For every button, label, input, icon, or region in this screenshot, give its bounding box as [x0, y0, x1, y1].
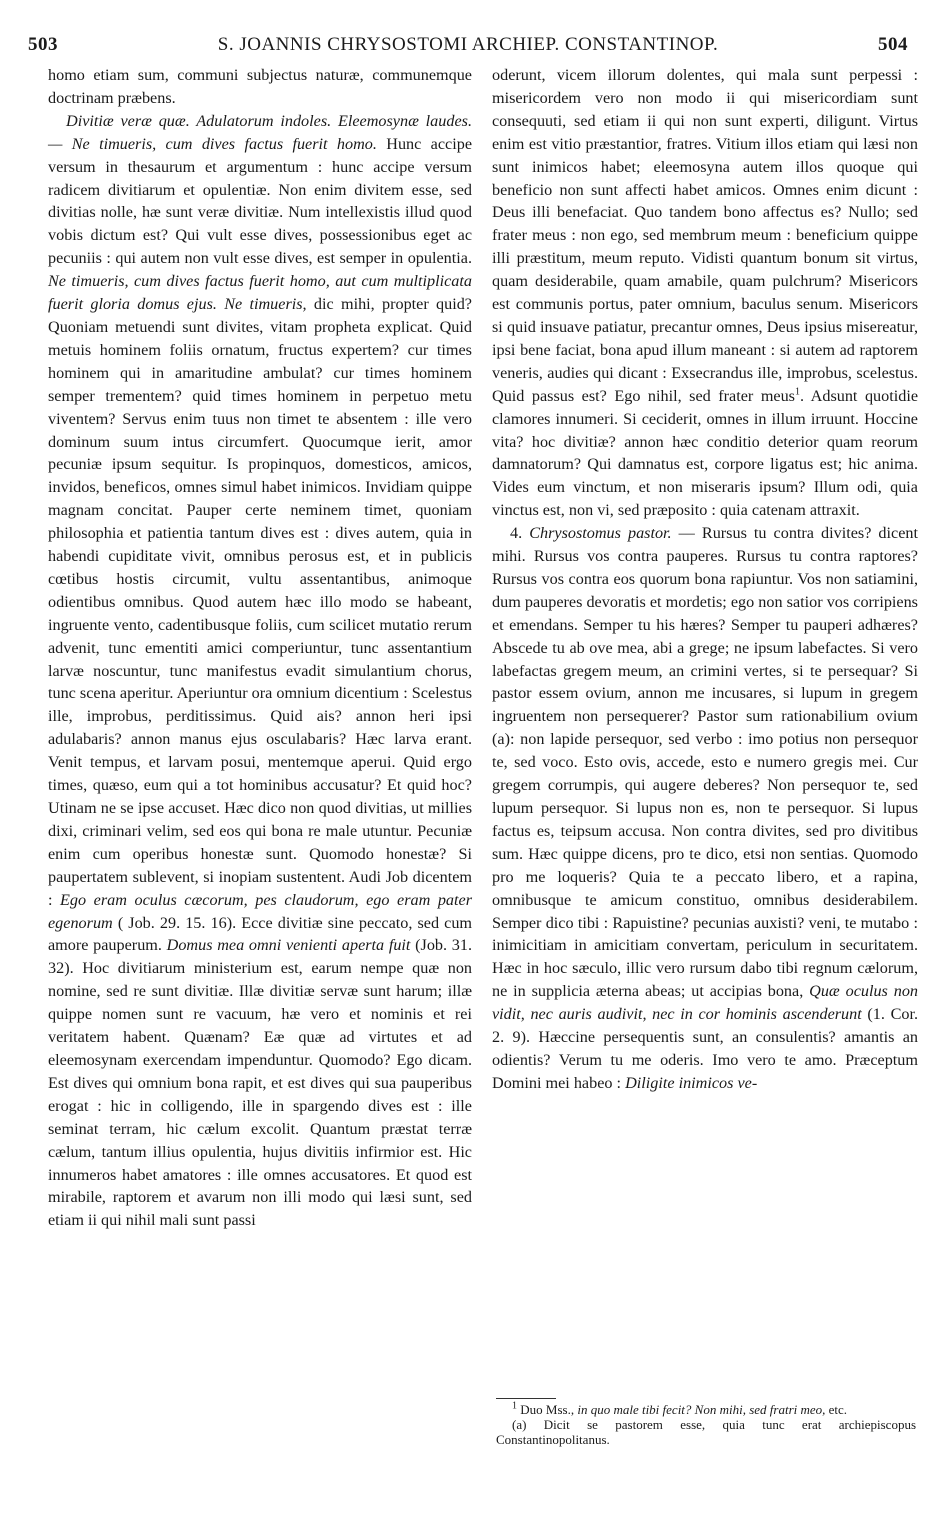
scripture-reference: (1. Cor. 2. 9). [492, 1005, 919, 1047]
section-heading: Divitiæ veræ quæ. Adulatorum indoles. Eleemosynæ laudes. — Ne timueris, cum dives factus fuerit homo. [48, 111, 472, 153]
running-title: S. JOANNIS CHRYSOSTOMI ARCHIEP. CONSTANTINOP. [217, 34, 719, 55]
section-heading: Chrysostomus pastor. [529, 524, 672, 543]
footnote-reference: (a) [492, 730, 510, 749]
section-number: 4. [510, 524, 523, 543]
footnote: (a) Dicit se pastorem esse, quia tunc erat archiepiscopus Constantinopolitanus. [496, 1417, 916, 1447]
running-header [28, 34, 908, 58]
paragraph: 4. Chrysostomus pastor. — Rursus tu contra divites? dicent mihi. Rursus vos contra pauperes. Rursus tu contra raptores? Rursus vos contra eos quorum bona rapiuntur. Vos non satiamini, dum pauperes devoratis et mordetis; ego non satior vos corripiens et emendans. Semper tu his hæres? Semper tu pauperi adhæres? Abscede tu ab ove mea, abi a grege; ne ipsum labefactes. Si vero labefactas gregem meum, an crimini vertes, si te persequar? Si pastor essem ovium, annon me incusares, si lupum in gregem ingruentem non persequerer? Pastor sum rationabilium ovium (a): non lapide persequor, sed verbo : imo potius non persequor te, sed voco. Esto ovis, accede, esto e numero gregis mei. Cur gregem corrumpis, qui augere deberes? Non persequor te, sed lupum persequor. Si lupus non es, non te persequor. Si lupus factus es, teipsum accusa. Non contra divites, sed pro divitibus sum. Hæc quippe dicens, pro te dico, etsi non sentias. Quomodo pro me loqueris? Quia te a peccato libero, et a rapina, omnibusque te amicum constituo, omnibus desiderabilem. Semper dico tibi : Rapuistine? pecunias auxisti? veni, te mutabo : inimicitiam in amicitiam convertam, periculum in securitatem. Hæc in hoc sæculo, illic vero rursum dabo tibi regnum cælorum, ne in supplicia æterna abeas; ut accipias bona, Quæ oculus non vidit, nec auris audivit, nec in cor hominis ascenderunt (1. Cor. 2. 9). Hæccine persequentis sunt, an consulentis? amantis an odientis? Verum tu me oderis. Imo vero te amo. Præceptum Domini mei habeo : Diligite inimicos ve- [492, 524, 919, 1092]
scripture-quote: Diligite inimicos ve- [625, 1073, 758, 1092]
footnote-marker: 1 [795, 386, 800, 398]
footnote-divider [496, 1398, 556, 1399]
scripture-quote: Ne timueris, cum dives factus fuerit homo, aut cum multiplicata fuerit gloria domus ejus. Ne timueris, [48, 272, 472, 314]
scripture-quote: Quæ oculus non vidit, nec auris audivit, nec in cor hominis ascenderunt [492, 982, 919, 1024]
paragraph: homo etiam sum, communi subjectus naturæ, communemque doctrinam præbens. [48, 66, 472, 107]
scripture-quote: Ego eram oculus cæcorum, pes claudorum, ego eram pater egenorum [48, 890, 472, 932]
scripture-quote: Domus mea omni venienti aperta fuit [166, 936, 411, 955]
scripture-reference: (Job. 31. 32). [48, 936, 473, 978]
right-column [492, 64, 918, 1095]
footnote: $^1$ Duo Mss., in quo male tibi fecit? Non mihi, sed fratri meo, etc. [512, 1400, 848, 1417]
page-number-left: 503 [28, 34, 58, 55]
scripture-reference: ( Job. 29. 15. 16). [117, 913, 237, 932]
left-column [48, 64, 472, 1232]
paragraph: Divitiæ veræ quæ. Adulatorum indoles. Eleemosynæ laudes. — Ne timueris, cum dives factus fuerit homo. Hunc accipe versum in thesaurum et argumentum : hunc accipe versum radicem divitiarum et opulentiæ. Non enim divitem esse, sed divitias nolle, hæ sunt veræ divitiæ. Num intellexistis illud quod vobis dictum est? Qui vult esse dives, possessionibus eget ac pecuniis : qui autem non vult esse dives, est semper in opulentia. Ne timueris, cum dives factus fuerit homo, aut cum multiplicata fuerit gloria domus ejus. Ne timueris, dic mihi, propter quid? Quoniam metuendi sunt divites, vitam propheta explicat. Quid metuis hominem foliis ornatum, fructus expertem? cur times hominem qui in amaritudine ambulat? cur times hominem semper trementem? quid times hominem in perpetuo metu viventem? Servus enim tuus non timet te absentem : ille vero dominum suum intus circumfert. Quocumque ierit, amor pecuniæ ipsum sequitur. Is propinquos, domesticos, amicos, invidos, beneficos, omnes simul habet inimicos. Invidiam quippe magnam concitat. Pauper certe neminem timet, quoniam philosophia et patientia tantum dives est : dives autem, quia in habendi cupiditate vivit, omnibus perosus est, et in publicis cœtibus hostis circumit, vultu assentantibus, animoque odientibus omnibus. Quod autem hæc illo modo se habeant, ingruente vento, cadentibusque foliis, cum scilicet mutatio rerum advenit, tunc ementiti amici comperiuntur, tunc assentantium larvæ noscuntur, tunc manifestus evadit simulantium chorus, tunc scena aperitur. Aperiuntur ora omnium dicentium : Scelestus ille, improbus, perditissimus. Quid ais? annon heri ipsi adulabaris? annon manus ejus osculabaris? Hæc larva erant. Venit tempus, et larvam posui, mentemque aperui. Quid ergo times, quæso, eum qui a tot hominibus accusatur? Et quid hoc? Utinam ne se ipse accuset. Hæc dico non quod divitias, ut millies dixi, criminari velim, sed eos qui bona re male utuntur. Pecuniæ enim cum operibus honestæ sunt. Quomodo honestæ? Si paupertatem sublevent, si inopiam sustentent. Audi Job dicentem : Ego eram oculus cæcorum, pes claudorum, ego eram pater egenorum ( Job. 29. 15. 16). Ecce divitiæ sine peccato, sed cum amore pauperum. Domus mea omni venienti aperta fuit (Job. 31. 32). Hoc divitiarum ministerium est, earum nempe quæ non nomine, sed re sunt divitiæ. Illæ divitiæ servæ sunt harum; illæ quippe nomen sunt re vacuum, hæ vero et nominis et rei veritatem habent. Quænam? Eæ quæ ad virtutes et ad eleemosynam exercendam impenduntur. Quomodo? Ego dicam. Est dives qui omnium bona rapit, et est dives qui sua pauperibus erogat : hic in colligendo, ille in spargendo dives est : ille seminat terram, hic cælum excolit. Quantum præstat terræ cælum, tantum illius opulentia, hujus divitiis infirmior est. Hic innumeros habet amatores : ille omnes accusatores. Et quod est mirabile, raptorem et avarum non illi modo qui læsi sunt, sed etiam ii qui nihil mali sunt passi [48, 111, 473, 1230]
paragraph: oderunt, vicem illorum dolentes, qui mala sunt perpessi : misericordem vero non modo ii qui misericordiam sunt consequuti, sed etiam ii qui non sunt experti, diligunt. Virtus enim est vitio præstantior, fratres. Vitium illos etiam qui læsi non sunt inimicos habet; eleemosyna autem illos quoque qui beneficio non sunt affecti habet amicos. Omnes enim dicunt : Deus illi benefaciat. Quo tandem bono affectus es? Nullo; sed frater meus : non ego, sed membrum meum : beneficium quippe illi præstitum, meum reputo. Vidisti quantum bonum sit virtus, quam desiderabile, quam amabile, quam pulchrum? Misericors est communis portus, pater omnium, baculus senum. Misericors si quid insuave patiatur, precantur omnes, Deus ipsius misereatur, ipsi bene faciat, bona apud illum maneant : si autem ad raptorem veneris, audies qui dicant : Exsecrandus ille, improbus, scelestus. Quid passus est? Ego nihil, sed frater meus$^1$. Adsunt quotidie clamores innumeri. Si ceciderit, omnes in illum irruunt. Hoccine vita? hoc divitiæ? annon hæc conditio deterior quam reorum damnatorum? Qui damnatus est, corpore ligatus est; hic anima. Vides eum vinctum, et non miseraris ipsum? Illum odi, quia vinctus est, non vi, sed præposito : quia catenam attraxit. [492, 66, 918, 520]
footnotes [496, 1402, 916, 1447]
page-number-right: 504 [878, 34, 908, 55]
